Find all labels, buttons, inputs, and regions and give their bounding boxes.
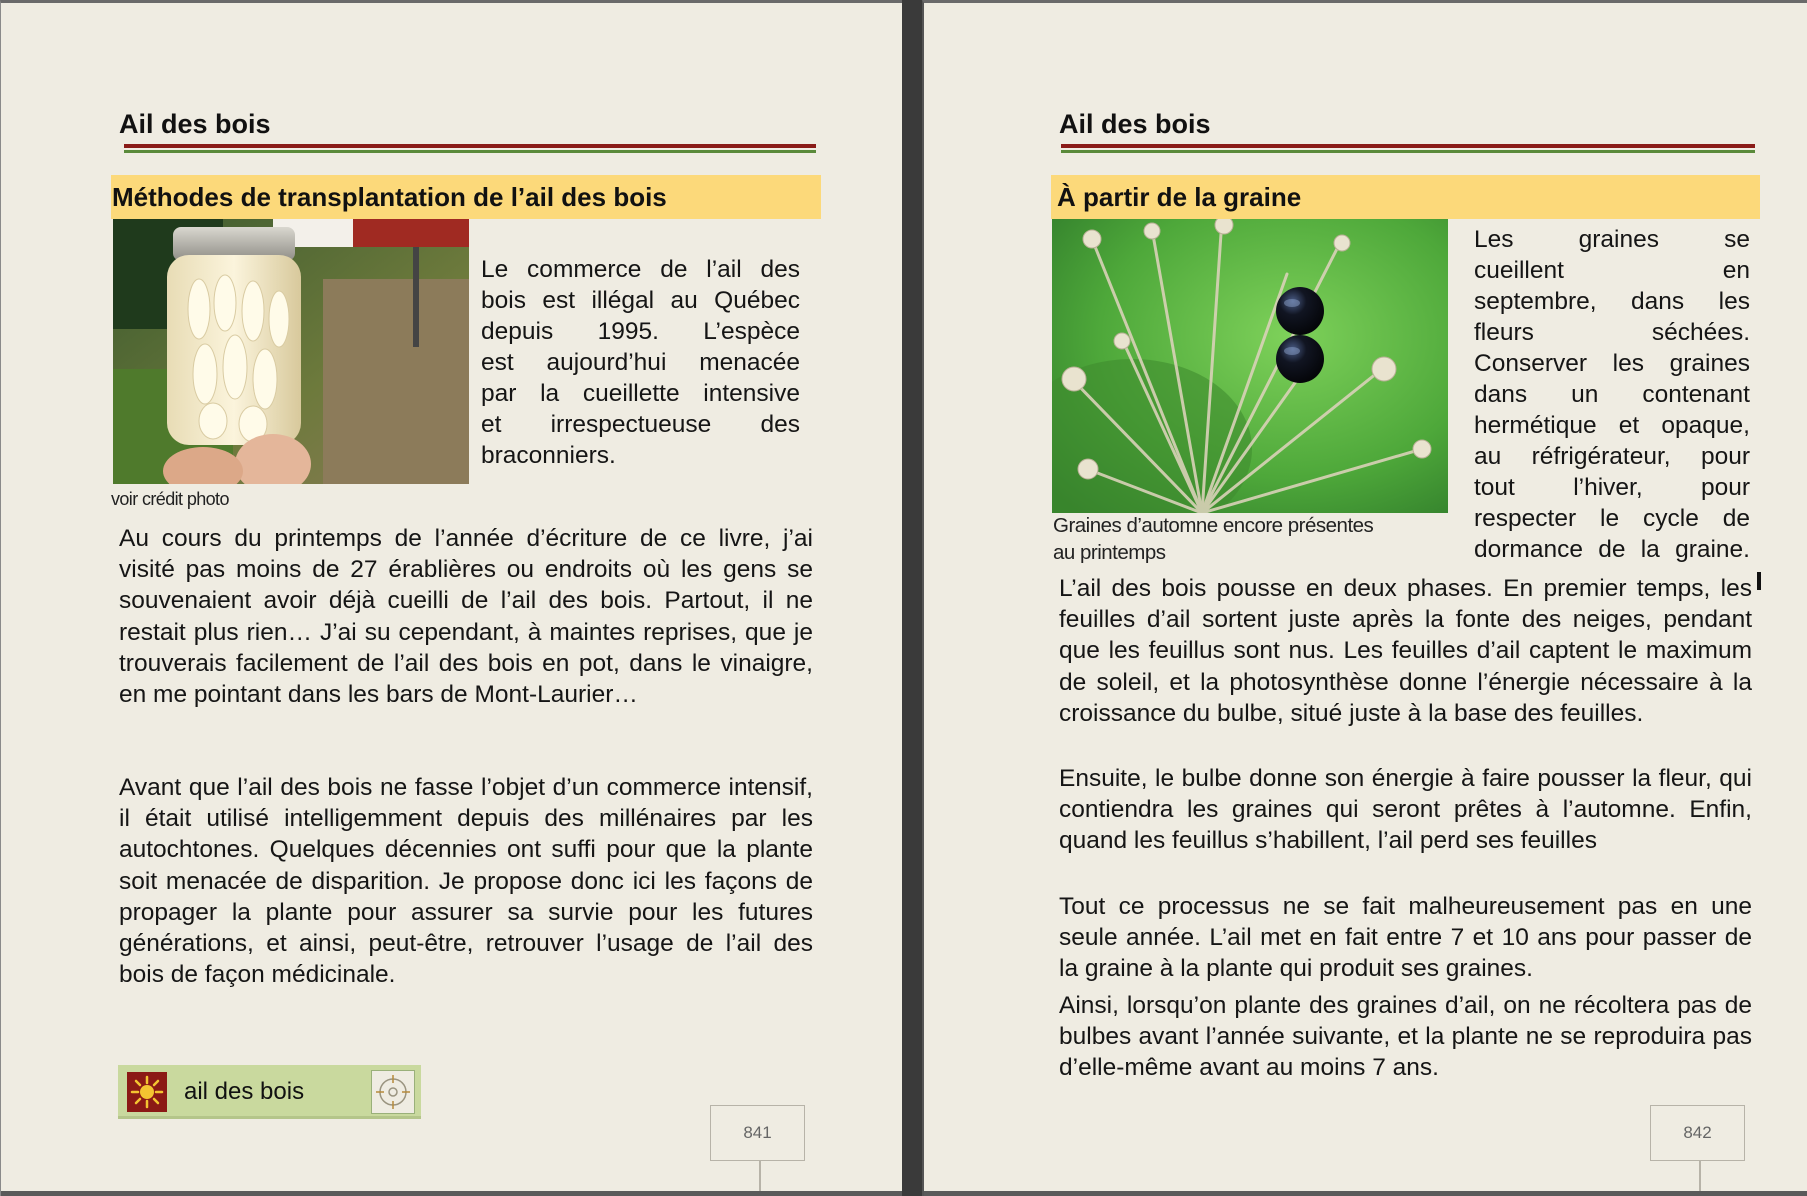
tag-label: ail des bois [184,1078,305,1105]
body-paragraph-2: Ensuite, le bulbe donne son énergie à faire pousser la fleur, qui contiendra les graines qui seront prêtes à l’automne. Enfin, quand les feuillus s’habillent, l’ail perd ses feuilles [1059,765,1752,855]
intro-line: Les graines se [1474,226,1750,253]
page-number: 842 [1650,1105,1745,1161]
intro-line: cueillent en [1474,257,1750,284]
compass-icon[interactable] [371,1070,415,1114]
photo-caption [1053,512,1373,566]
garlic-seeds-photo [1052,219,1448,513]
intro-text-block [1474,224,1750,565]
intro-line: Le commerce de l’ail des [481,256,800,283]
intro-line: dormance de la graine. [1474,536,1750,563]
pickled-garlic-jar-photo [113,219,469,484]
right-page [922,0,1807,1196]
text-cursor [1757,572,1761,590]
body-paragraph-1: L’ail des bois pousse en deux phases. En premier temps, les feuilles d’ail sortent juste après la fonte des neiges, pendant que les feuillus sont nus. Les feuilles d’ail captent le maximum de soleil, et la photosynthèse donne l’énergie nécessaire à la croissance du bulbe, situé juste à la base des feuilles. [1059,575,1752,727]
header-rule-red [124,144,816,148]
body-paragraph-3: Tout ce processus ne se fait malheureusement pas en une seule année. L’ail met en fait entre 7 et 10 ans pour passer de la graine à la plante qui produit ses graines. [1059,893,1752,983]
intro-line: tout l’hiver, pour [1474,474,1750,501]
running-title: Ail des bois [1059,109,1211,139]
intro-line: braconniers. [481,442,616,469]
page-number: 841 [710,1105,805,1161]
photo-caption: voir crédit photo [111,489,229,509]
intro-line: et irrespectueuse des [481,411,800,438]
intro-line: Conserver les graines [1474,350,1750,377]
keyword-tag[interactable] [118,1065,421,1119]
intro-line: est aujourd’hui menacée [481,349,800,376]
caption-line: Graines d’automne encore présentes [1053,514,1374,537]
page-bottom-edge [1,1191,902,1196]
body-paragraph-2: Avant que l’ail des bois ne fasse l’objet d’un commerce intensif, il était utilisé intelligemment depuis des millénaires par les autochtones. Quelques décennies ont suffi pour que la plante soit menacée de disparition. Je propose donc ici les façons de propager la plante pour assurer sa survie pour les futures générations, et ainsi, peut-être, retrouver l’usage de l’ail des bois de façon médicinale. [119,774,813,989]
intro-line: fleurs séchées. [1474,319,1750,346]
intro-line: bois est illégal au Québec [481,287,800,314]
section-heading: Méthodes de transplantation de l’ail des bois [111,175,821,219]
section-heading: À partir de la graine [1051,175,1760,219]
intro-line: septembre, dans les [1474,288,1750,315]
header-rule-red [1061,144,1755,148]
intro-text-block [481,254,800,471]
intro-line: hermétique et opaque, [1474,412,1750,439]
intro-line: respecter le cycle de [1474,505,1750,532]
left-page [0,0,902,1196]
page-bottom-edge [924,1191,1807,1196]
header-rule-green [1061,150,1755,153]
body-paragraph-4: Ainsi, lorsqu’on plante des graines d’ail, on ne récoltera pas de bulbes avant l’année suivante, et la plante ne se reproduira pas d’elle-même avant au moins 7 ans. [1059,992,1752,1082]
intro-line: par la cueillette intensive [481,380,800,407]
intro-line: dans un contenant [1474,381,1750,408]
intro-line: depuis 1995. L’espèce [481,318,800,345]
header-rule-green [124,150,816,153]
caption-line: au printemps [1053,541,1166,564]
intro-line: au réfrigérateur, pour [1474,443,1750,470]
sun-icon [127,1072,167,1112]
body-paragraph-1: Au cours du printemps de l’année d’écriture de ce livre, j’ai visité pas moins de 27 érablières ou endroits où les gens se souvenaient avoir déjà cueilli de l’ail des bois. Partout, il ne restait plus rien… J’ai su cependant, à maintes reprises, que je trouverais facilement de l’ail des bois en pot, dans le vinaigre, en me pointant dans les bars de Mont-Laurier… [119,525,813,709]
running-title: Ail des bois [119,109,271,139]
